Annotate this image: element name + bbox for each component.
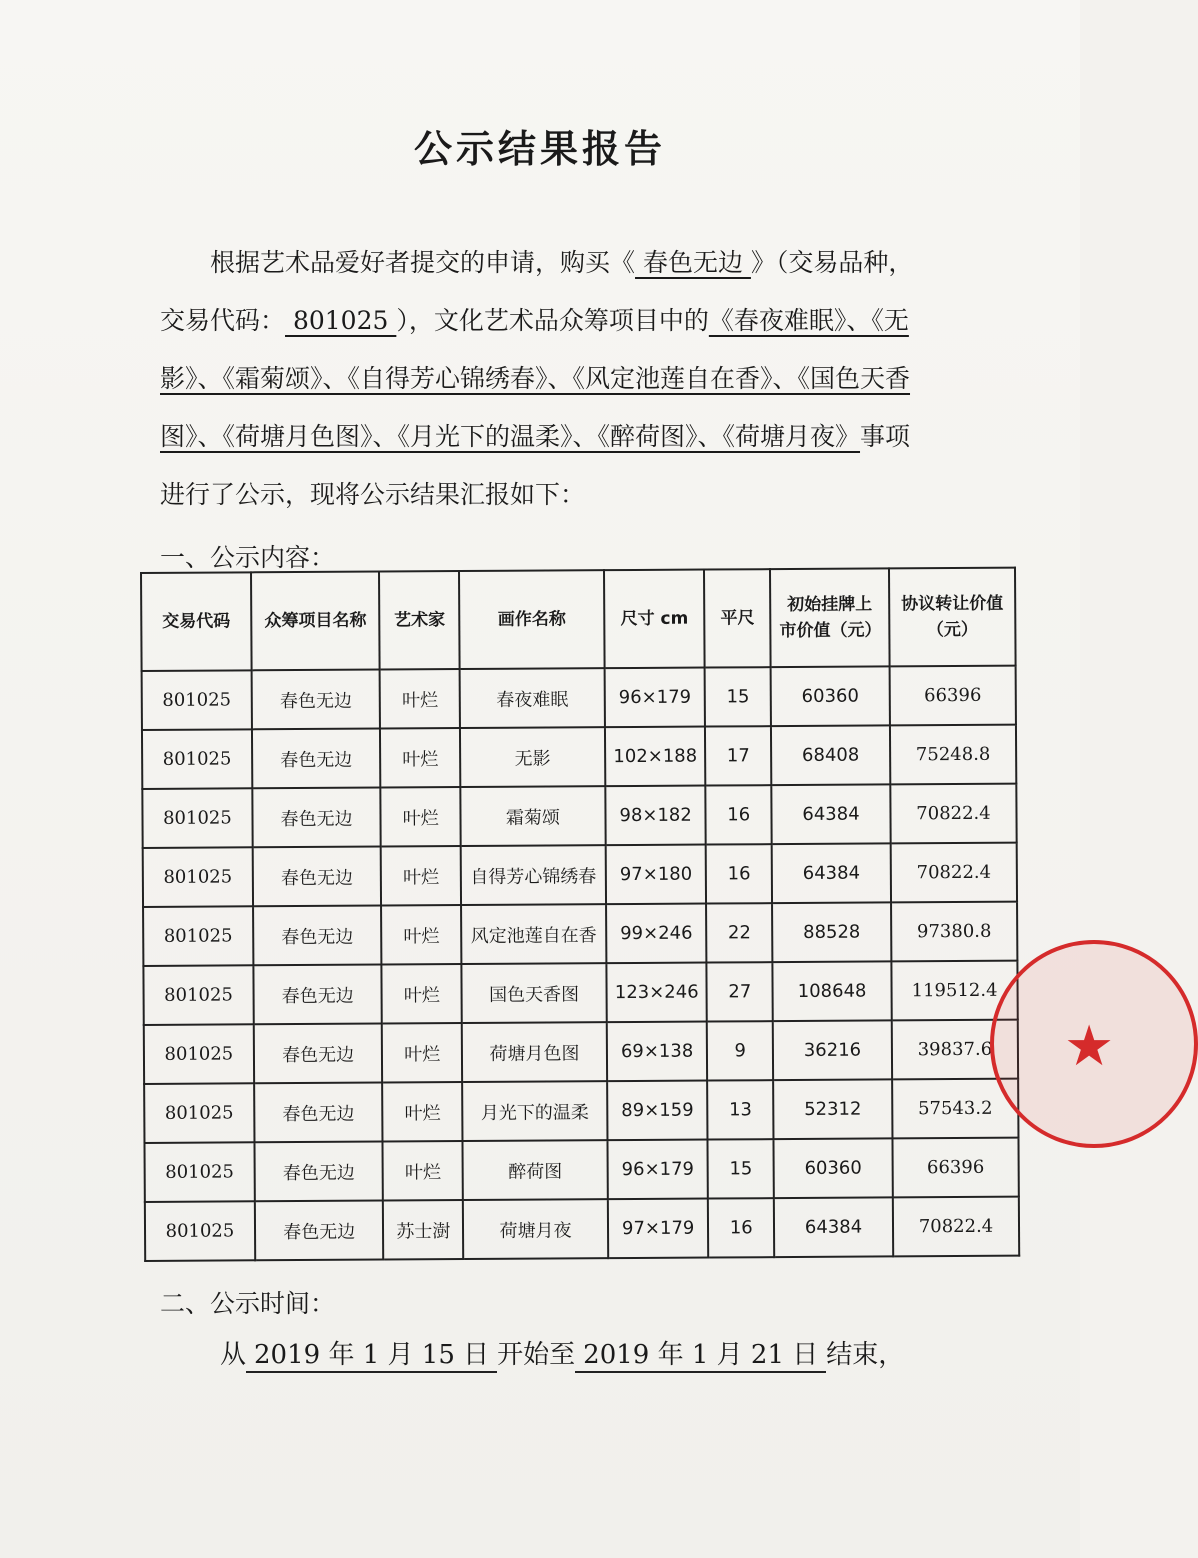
cell-artist: 叶烂 (383, 1141, 463, 1200)
cell-transfer-value: 119512.4 (891, 961, 1017, 1021)
cell-area: 15 (705, 667, 771, 726)
end-date: 2019 年 1 月 21 日 (575, 1334, 826, 1373)
cell-project: 春色无边 (252, 788, 381, 848)
cell-project: 春色无边 (252, 729, 381, 789)
cell-initial-value: 88528 (772, 902, 891, 962)
cell-work: 无影 (460, 727, 605, 787)
cell-transfer-value: 39837.6 (892, 1020, 1018, 1080)
cell-transfer-value: 66396 (890, 666, 1016, 726)
cell-trade-code: 801025 (145, 1201, 255, 1261)
cell-project: 春色无边 (251, 670, 380, 730)
cell-transfer-value: 70822.4 (891, 843, 1017, 903)
cell-artist: 叶烂 (383, 1082, 463, 1141)
cell-size: 102×188 (605, 727, 706, 787)
cell-trade-code: 801025 (143, 847, 253, 907)
table-row (143, 961, 1017, 1025)
cell-transfer-value: 70822.4 (890, 784, 1016, 844)
cell-trade-code: 801025 (142, 729, 252, 789)
header-cell: 交易代码 (141, 572, 251, 671)
header-cell: 众筹项目名称 (251, 572, 380, 671)
cell-trade-code: 801025 (142, 670, 252, 730)
table-row (143, 843, 1017, 907)
cell-initial-value: 64384 (774, 1197, 893, 1257)
table-row (142, 725, 1016, 789)
artwork-table (140, 567, 1020, 1262)
cell-area: 16 (706, 844, 772, 903)
table-row (144, 1138, 1018, 1202)
cell-area: 9 (707, 1021, 773, 1080)
cell-size: 96×179 (605, 668, 706, 728)
cell-work: 荷塘月夜 (463, 1199, 608, 1259)
header-cell: 协议转让价值（元） (889, 568, 1016, 667)
cell-transfer-value: 57543.2 (892, 1079, 1018, 1139)
cell-artist: 叶烂 (382, 964, 462, 1023)
intro-text-2: 》（交易品种， (750, 248, 914, 277)
intro-text-4: ），文化艺术品众筹项目中的 (396, 306, 709, 335)
section-heading-content: 一、公示内容： (160, 543, 336, 572)
intro-text-5: 事项进行了公示，现将公示结果汇报如下： (160, 422, 911, 509)
table-header-row (141, 568, 1016, 671)
date-mid-word: 开始至 (497, 1340, 576, 1370)
cell-size: 97×180 (606, 845, 707, 905)
cell-size: 123×246 (606, 963, 707, 1023)
table-row (143, 902, 1017, 966)
official-seal (990, 940, 1198, 1148)
cell-work: 荷塘月色图 (462, 1022, 607, 1082)
cell-initial-value: 108648 (772, 961, 891, 1021)
cell-project: 春色无边 (253, 965, 382, 1025)
cell-artist: 叶烂 (382, 1023, 462, 1082)
cell-initial-value: 60360 (771, 666, 890, 726)
cell-size: 69×138 (607, 1022, 708, 1082)
header-cell: 画作名称 (459, 570, 604, 669)
cell-area: 13 (707, 1080, 773, 1139)
cell-project: 春色无边 (254, 1083, 383, 1143)
cell-artist: 叶烂 (381, 905, 461, 964)
table-row (142, 784, 1016, 848)
cell-artist: 叶烂 (381, 846, 461, 905)
cell-size: 98×182 (605, 786, 706, 846)
cell-initial-value: 68408 (771, 725, 890, 785)
cell-work: 月光下的温柔 (462, 1081, 607, 1141)
publicity-period (220, 1334, 904, 1373)
cell-trade-code: 801025 (144, 1024, 254, 1084)
cell-project: 春色无边 (255, 1201, 384, 1261)
cell-area: 16 (706, 785, 772, 844)
cell-area: 17 (705, 726, 771, 785)
date-from-word: 从 (220, 1340, 247, 1370)
cell-trade-code: 801025 (143, 906, 253, 966)
cell-size: 96×179 (607, 1140, 708, 1200)
cell-artist: 叶烂 (380, 669, 460, 728)
cell-project: 春色无边 (253, 847, 382, 907)
cell-artist: 叶烂 (380, 728, 460, 787)
intro-text-1: 根据艺术品爱好者提交的申请，购买《 (210, 248, 636, 277)
cell-artist: 苏士澍 (383, 1200, 463, 1259)
cell-transfer-value: 75248.8 (890, 725, 1016, 785)
cell-work: 国色天香图 (461, 963, 606, 1023)
header-cell: 艺术家 (379, 571, 459, 669)
cell-transfer-value: 66396 (892, 1138, 1018, 1198)
header-cell: 平尺 (704, 569, 770, 667)
works-list: 《春夜难眠》、《无影》、《霜菊颂》、《自得芳心锦绣春》、《风定池莲自在香》、《国色天香图》、《荷塘月色图》、《月光下的温柔》、《醉荷图》、《荷塘月夜》 (160, 306, 911, 451)
date-end-word: 结束， (826, 1340, 905, 1370)
cell-trade-code: 801025 (144, 1142, 254, 1202)
intro-paragraph (160, 234, 930, 524)
section-heading-time: 二、公示时间： (160, 1289, 336, 1318)
cell-work: 醉荷图 (463, 1140, 608, 1200)
start-date: 2019 年 1 月 15 日 (246, 1334, 497, 1373)
star-icon: ★ (1064, 1014, 1115, 1079)
cell-size: 97×179 (608, 1199, 709, 1259)
document-title: 公示结果报告 (413, 127, 666, 171)
cell-size: 89×159 (607, 1081, 708, 1141)
cell-initial-value: 64384 (772, 843, 891, 903)
intro-text-3: 交易代码： (160, 306, 286, 335)
trade-code: 801025 (285, 306, 397, 335)
header-cell: 初始挂牌上市价值（元） (770, 568, 890, 667)
cell-area: 16 (708, 1198, 774, 1257)
table-row (144, 1079, 1018, 1143)
table-row (145, 1197, 1019, 1261)
cell-trade-code: 801025 (144, 1083, 254, 1143)
cell-trade-code: 801025 (143, 965, 253, 1025)
cell-work: 风定池莲自在香 (461, 904, 606, 964)
cell-project: 春色无边 (254, 1024, 383, 1084)
table-row (142, 666, 1016, 730)
cell-artist: 叶烂 (381, 787, 461, 846)
table-row (144, 1020, 1018, 1084)
cell-initial-value: 60360 (774, 1138, 893, 1198)
cell-initial-value: 64384 (771, 784, 890, 844)
cell-size: 99×246 (606, 904, 707, 964)
cell-project: 春色无边 (254, 1142, 383, 1202)
cell-project: 春色无边 (253, 906, 382, 966)
cell-area: 27 (707, 962, 773, 1021)
cell-transfer-value: 70822.4 (893, 1197, 1019, 1257)
product-name: 春色无边 (635, 248, 751, 277)
cell-area: 15 (708, 1139, 774, 1198)
cell-work: 春夜难眠 (460, 668, 605, 728)
header-cell: 尺寸 cm (604, 570, 705, 669)
cell-work: 自得芳心锦绣春 (461, 845, 606, 905)
cell-trade-code: 801025 (142, 788, 252, 848)
cell-transfer-value: 97380.8 (891, 902, 1017, 962)
cell-area: 22 (706, 903, 772, 962)
cell-initial-value: 52312 (773, 1079, 892, 1139)
cell-initial-value: 36216 (773, 1020, 892, 1080)
cell-work: 霜菊颂 (460, 786, 605, 846)
